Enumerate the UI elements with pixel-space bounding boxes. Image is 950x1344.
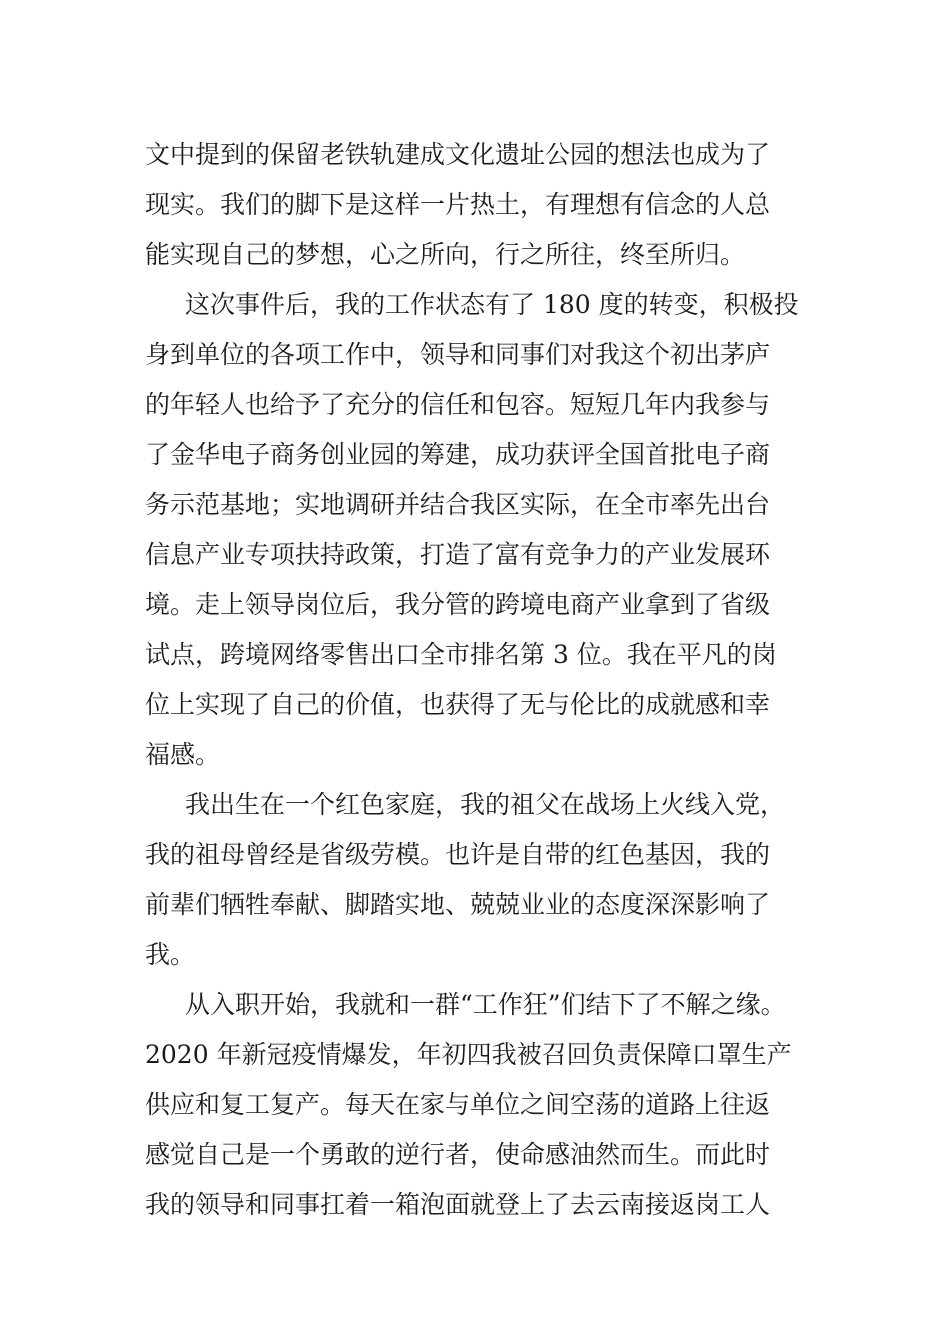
text-line: 这次事件后，我的工作状态有了 180 度的转变，积极投 xyxy=(185,290,799,319)
paragraph xyxy=(145,280,815,780)
text-line: 供应和复工复产。每天在家与单位之间空荡的道路上往返 xyxy=(145,1090,771,1119)
text-line: 我出生在一个红色家庭，我的祖父在战场上火线入党， xyxy=(185,790,786,819)
text-line: 现实。我们的脚下是这样一片热土，有理想有信念的人总 xyxy=(145,190,771,219)
text-line: 位上实现了自己的价值，也获得了无与伦比的成就感和幸 xyxy=(145,690,771,719)
document-body xyxy=(145,130,815,1230)
text-line: 文中提到的保留老铁轨建成文化遗址公园的想法也成为了 xyxy=(145,140,771,169)
text-line: 能实现自己的梦想，心之所向，行之所往，终至所归。 xyxy=(145,240,746,269)
text-line: 我。 xyxy=(145,940,196,969)
text-line: 信息产业专项扶持政策，打造了富有竞争力的产业发展环 xyxy=(145,540,771,569)
text-line: 身到单位的各项工作中，领导和同事们对我这个初出茅庐 xyxy=(145,340,771,369)
text-line: 从入职开始，我就和一群“工作狂”们结下了不解之缘。 xyxy=(185,990,786,1019)
paragraph xyxy=(145,130,815,280)
text-line: 务示范基地；实地调研并结合我区实际，在全市率先出台 xyxy=(145,490,771,519)
text-line: 境。走上领导岗位后，我分管的跨境电商产业拿到了省级 xyxy=(145,590,771,619)
paragraph xyxy=(145,780,815,980)
text-line: 试点，跨境网络零售出口全市排名第 3 位。我在平凡的岗 xyxy=(145,640,777,669)
text-line: 感觉自己是一个勇敢的逆行者，使命感油然而生。而此时 xyxy=(145,1140,771,1169)
text-line: 的年轻人也给予了充分的信任和包容。短短几年内我参与 xyxy=(145,390,771,419)
text-line: 前辈们牺牲奉献、脚踏实地、兢兢业业的态度深深影响了 xyxy=(145,890,771,919)
text-line: 了金华电子商务创业园的筹建，成功获评全国首批电子商 xyxy=(145,440,771,469)
text-line: 福感。 xyxy=(145,740,221,769)
text-line: 2020 年新冠疫情爆发，年初四我被召回负责保障口罩生产 xyxy=(145,1040,792,1069)
text-line: 我的祖母曾经是省级劳模。也许是自带的红色基因，我的 xyxy=(145,840,771,869)
text-line: 我的领导和同事扛着一箱泡面就登上了去云南接返岗工人 xyxy=(145,1190,771,1219)
paragraph xyxy=(145,980,815,1230)
